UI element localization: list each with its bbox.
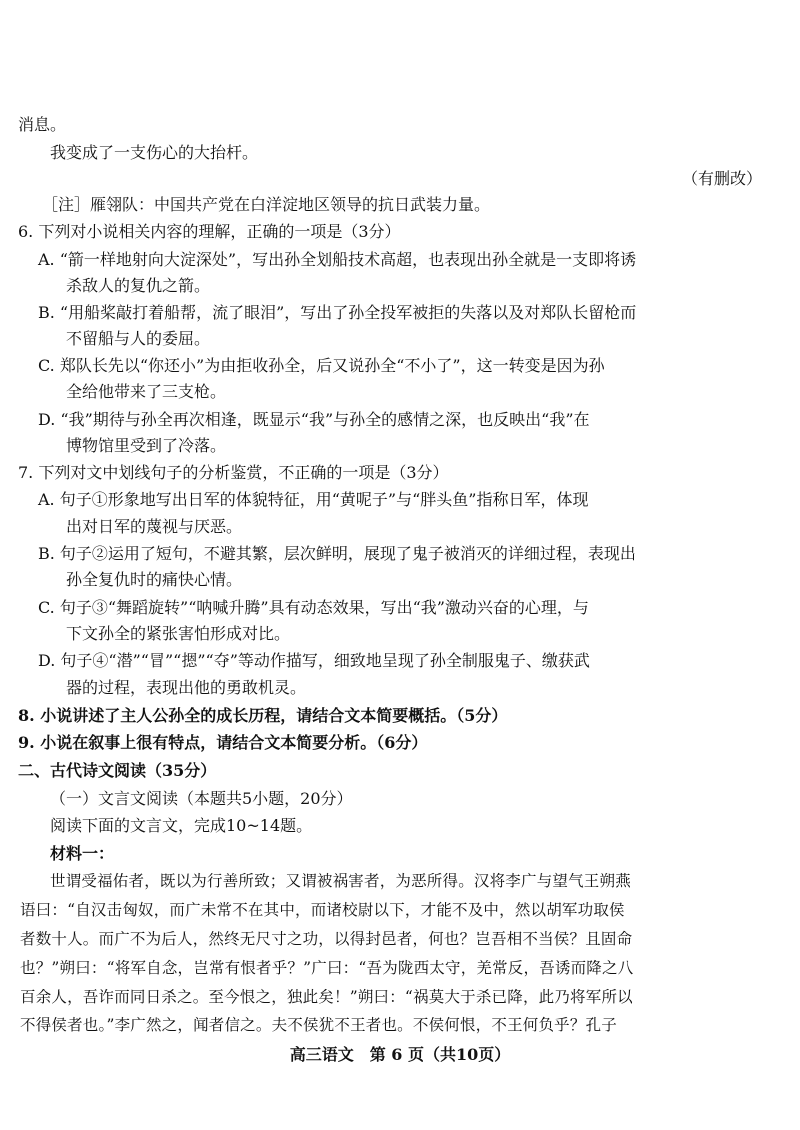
footnote: ［注］雁翎队：中国共产党在白洋淀地区领导的抗日武装力量。 xyxy=(42,195,491,214)
material-1-label: 材料一： xyxy=(50,844,115,863)
story-line-1: 消息。 xyxy=(18,115,67,134)
q6-option-d-line2: 博物馆里受到了冷落。 xyxy=(66,436,227,455)
section-2-instruction: 阅读下面的文言文，完成10~14题。 xyxy=(50,816,313,835)
q8-stem: 8. 小说讲述了主人公孙全的成长历程，请结合文本简要概括。（5分） xyxy=(18,706,508,725)
q6-stem: 6. 下列对小说相关内容的理解，正确的一项是（3分） xyxy=(18,222,401,241)
q6-option-b-line2: 不留船与人的委屈。 xyxy=(66,329,211,348)
q9-stem: 9. 小说在叙事上很有特点，请结合文本简要分析。（6分） xyxy=(18,733,428,752)
classical-text-line-5: 百余人，吾诈而同日杀之。至今恨之，独此矣！”朔曰：“祸莫大于杀已降，此乃将军所以 xyxy=(20,988,633,1006)
page-footer: 高三语文 第 6 页（共10页） xyxy=(289,1045,511,1064)
classical-text-line-2: 语曰：“自汉击匈奴，而广未常不在其中，而诸校尉以下，才能不及中，然以胡军功取侯 xyxy=(20,901,625,919)
q7-option-b-line1: B. 句子②运用了短句，不避其繁，层次鲜明，展现了鬼子被消灭的详细过程，表现出 xyxy=(38,544,636,563)
classical-text-line-1: 世谓受福佑者，既以为行善所致；又谓被祸害者，为恶所得。汉将李广与望气王朔燕 xyxy=(50,872,631,890)
q7-option-c-line1: C. 句子③“舞蹈旋转”“呐喊升腾”具有动态效果，写出“我”激动兴奋的心理，与 xyxy=(38,598,589,617)
q7-option-a-line1: A. 句子①形象地写出日军的体貌特征，用“黄呢子”与“胖头鱼”指称日军，体现 xyxy=(38,490,589,509)
q7-option-c-line2: 下文孙全的紧张害怕形成对比。 xyxy=(66,624,291,643)
classical-text-line-3: 者数十人。而广不为后人，然终无尺寸之功，以得封邑者，何也？岂吾相不当侯？且固命 xyxy=(20,930,633,948)
q6-option-c-line2: 全给他带来了三支枪。 xyxy=(66,382,227,401)
story-line-2: 我变成了一支伤心的大抬杆。 xyxy=(50,143,259,162)
q6-option-a-line1: A. “箭一样地射向大淀深处”，写出孙全划船技术高超，也表现出孙全就是一支即将诱 xyxy=(38,250,637,269)
classical-text-line-6: 不得侯者也。”李广然之，闻者信之。夫不侯犹不王者也。不侯何恨，不王何负乎？孔子 xyxy=(20,1016,617,1034)
q7-option-b-line2: 孙全复仇时的痛快心情。 xyxy=(66,570,243,589)
q7-option-d-line1: D. 句子④“潜”“冒”“摁”“夺”等动作描写，细致地呈现了孙全制服鬼子、缴获武 xyxy=(38,651,590,670)
q6-option-c-line1: C. 郑队长先以“你还小”为由拒收孙全，后又说孙全“不小了”，这一转变是因为孙 xyxy=(38,356,605,375)
q6-option-d-line1: D. “我”期待与孙全再次相逢，既显示“我”与孙全的感情之深，也反映出“我”在 xyxy=(38,410,590,429)
q6-option-a-line2: 杀敌人的复仇之箭。 xyxy=(66,276,211,295)
q7-option-a-line2: 出对日军的蔑视与厌恶。 xyxy=(66,517,243,536)
section-2-title: 二、古代诗文阅读（35分） xyxy=(18,761,217,780)
q6-option-b-line1: B. “用船桨敲打着船帮，流了眼泪”，写出了孙全投军被拒的失落以及对郑队长留枪而 xyxy=(38,303,637,322)
classical-text-line-4: 也？”朔曰：“将军自念，岂常有恨者乎？”广曰：“吾为陇西太守，羌常反，吾诱而降之八 xyxy=(20,959,634,977)
q7-stem: 7. 下列对文中划线句子的分析鉴赏，不正确的一项是（3分） xyxy=(18,463,449,482)
section-2-subtitle: （一）文言文阅读（本题共5小题，20分） xyxy=(50,789,353,808)
q7-option-d-line2: 器的过程，表现出他的勇敢机灵。 xyxy=(66,678,307,697)
revised-note: （有删改） xyxy=(681,169,762,188)
